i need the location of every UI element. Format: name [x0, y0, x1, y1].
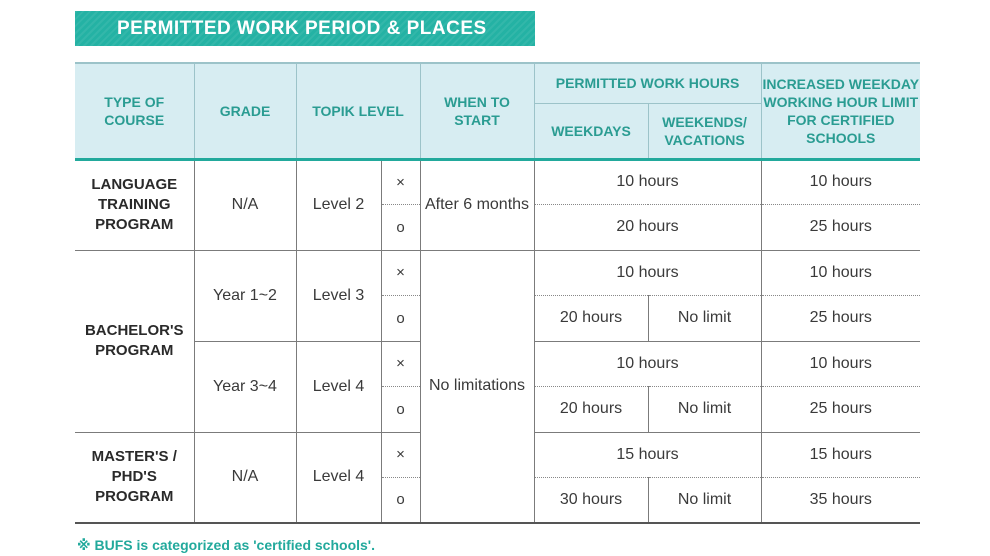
- mark-yes: o: [381, 477, 420, 523]
- weekdays-year34-with: 20 hours: [534, 386, 648, 432]
- header-grade: GRADE: [194, 63, 296, 159]
- grade-year34: Year 3~4: [194, 341, 296, 432]
- hours-year34-without: 10 hours: [534, 341, 761, 386]
- weekdays-masters-with: 30 hours: [534, 477, 648, 523]
- course-language: LANGUAGE TRAINING PROGRAM: [75, 159, 194, 250]
- increased-year12-without: 10 hours: [761, 250, 920, 295]
- grade-year12: Year 1~2: [194, 250, 296, 341]
- course-bachelor: BACHELOR'S PROGRAM: [75, 250, 194, 432]
- header-increased-limit: INCREASED WEEKDAY WORKING HOUR LIMIT FOR CERTIFIED SCHOOLS: [761, 63, 920, 159]
- header-permitted-work-hours: PERMITTED WORK HOURS: [534, 63, 761, 103]
- mark-yes: o: [381, 295, 420, 341]
- increased-masters-with: 35 hours: [761, 477, 920, 523]
- mark-no: ×: [381, 250, 420, 295]
- increased-language-with: 25 hours: [761, 204, 920, 250]
- work-hours-table: [75, 62, 920, 524]
- header-topik-level: TOPIK LEVEL: [296, 63, 420, 159]
- header-type-of-course: TYPE OF COURSE: [75, 63, 194, 159]
- when-no-limitations: No limitations: [420, 250, 534, 523]
- weekdays-year12-with: 20 hours: [534, 295, 648, 341]
- hours-language-without: 10 hours: [534, 159, 761, 204]
- increased-masters-without: 15 hours: [761, 432, 920, 477]
- grade-masters: N/A: [194, 432, 296, 523]
- when-language: After 6 months: [420, 159, 534, 250]
- mark-no: ×: [381, 159, 420, 204]
- section-title: PERMITTED WORK PERIOD & PLACES: [117, 17, 487, 39]
- weekends-masters-with: No limit: [648, 477, 761, 523]
- header-when-to-start: WHEN TO START: [420, 63, 534, 159]
- weekends-year34-with: No limit: [648, 386, 761, 432]
- grade-language: N/A: [194, 159, 296, 250]
- increased-year34-without: 10 hours: [761, 341, 920, 386]
- mark-yes: o: [381, 386, 420, 432]
- level-year12: Level 3: [296, 250, 381, 341]
- section-banner: [75, 11, 535, 46]
- level-language: Level 2: [296, 159, 381, 250]
- course-masters: MASTER'S / PHD'S PROGRAM: [75, 432, 194, 523]
- header-weekends-vacations: WEEKENDS/ VACATIONS: [648, 103, 761, 159]
- hours-masters-without: 15 hours: [534, 432, 761, 477]
- increased-year34-with: 25 hours: [761, 386, 920, 432]
- level-year34: Level 4: [296, 341, 381, 432]
- mark-no: ×: [381, 341, 420, 386]
- hours-year12-without: 10 hours: [534, 250, 761, 295]
- mark-yes: o: [381, 204, 420, 250]
- increased-year12-with: 25 hours: [761, 295, 920, 341]
- weekends-year12-with: No limit: [648, 295, 761, 341]
- header-weekdays: WEEKDAYS: [534, 103, 648, 159]
- footnote: ※ BUFS is categorized as 'certified schools'.: [77, 537, 376, 553]
- hours-language-with: 20 hours: [534, 204, 761, 250]
- increased-language-without: 10 hours: [761, 159, 920, 204]
- mark-no: ×: [381, 432, 420, 477]
- level-masters: Level 4: [296, 432, 381, 523]
